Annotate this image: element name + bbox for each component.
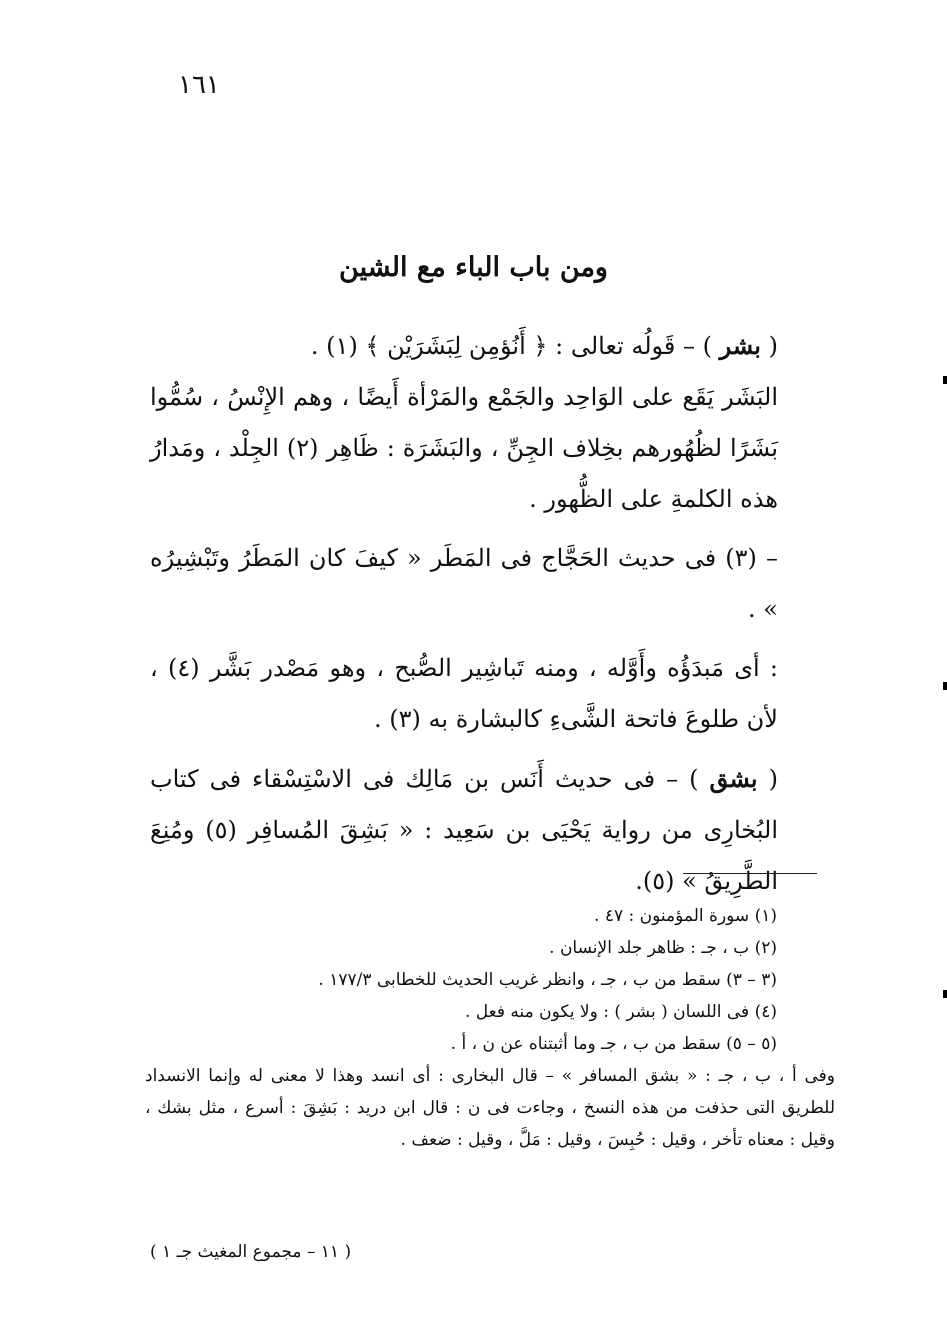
open-paren: (	[768, 765, 778, 793]
entry-bashq	[150, 753, 818, 907]
open-paren: (	[768, 332, 778, 360]
signature-footer: ( ١١ – مجموع المغيث جـ ١ )	[150, 1242, 352, 1262]
entry-keyword-bishr: بشر	[719, 331, 761, 360]
main-text	[150, 320, 818, 907]
entry-bishr-text: ) – قَولُه تعالى : ﴿ أَنُؤمِن لِبَشَرَيْن ﴾ (١) .	[310, 332, 712, 360]
entry-bishr-line	[150, 320, 818, 372]
page-number: ١٦١	[178, 70, 220, 100]
entry-keyword-bashq: بشق	[709, 764, 758, 793]
footnotes	[145, 900, 835, 1156]
footnote-3: (٣ – ٣) سقط من ب ، جـ ، وانظر غريب الحديث للخطابى ١٧٧/٣ .	[318, 970, 777, 990]
footnote-divider	[683, 873, 817, 874]
paragraph-1: البَشَر يَقَع على الوَاحِد والجَمْع والمَرْأة أَيضًا ، وهم الإِنْسُ ، سُمُّوا بَشَرًا لظُهُورهم بخِلاف الجِنِّ ، والبَشَرَة : ظَاهِر (٢) الجِلْد ، ومَدارُ هذه الكلمةِ على الظُّهور .	[150, 383, 779, 513]
margin-mark	[943, 682, 947, 690]
paragraph-3: : أى مَبدَؤُه وأَوَّله ، ومنه تَباشِير الصُّبح ، وهو مَصْدر بَشَّر (٤) ، لأن طلوعَ فاتحة الشَّىءِ كالبشارة به (٣) .	[150, 654, 778, 733]
section-heading: ومن باب الباء مع الشين	[339, 252, 608, 283]
margin-mark	[943, 990, 947, 998]
entry-bashq-text: ) – فى حديث أَنَس بن مَالِك فى الاسْتِسْقاء فى كتاب البُخارِى من رواية يَحْيَى بن سَعِيد : « بَشِقَ المُسافِر (٥) ومُنِعَ الطَّرِيقُ » (٥).	[150, 765, 779, 895]
margin-mark	[943, 376, 947, 384]
footnote-5: (٥ – ٥) سقط من ب ، جـ وما أثبتناه عن ن ، أ .	[450, 1034, 777, 1054]
footnote-2: (٢) ب ، جـ : ظاهر جلد الإنسان .	[549, 938, 777, 958]
footnote-continuation: وفى أ ، ب ، جـ : « بشق المسافر » – قال البخارى : أى انسد وهذا لا معنى له وإنما الانسداد للطريق التى حذفت من هذه النسخ ، وجاءت فى ن : قال ابن دريد : بَشِقَ : أسرع ، مثل بشك ، وقيل : معناه تأخر ، وقيل : حُبِسَ ، وقيل : مَلَّ ، وقيل : ضعف .	[145, 1066, 835, 1150]
footnote-4: (٤) فى اللسان ( بشر ) : ولا يكون منه فعل .	[464, 1002, 777, 1022]
footnote-1: (١) سورة المؤمنون : ٤٧ .	[594, 906, 777, 926]
paragraph-2: – (٣) فى حديث الحَجَّاج فى المَطَر « كيفَ كان المَطَرُ وتَبْشِيرُه » .	[150, 544, 778, 623]
